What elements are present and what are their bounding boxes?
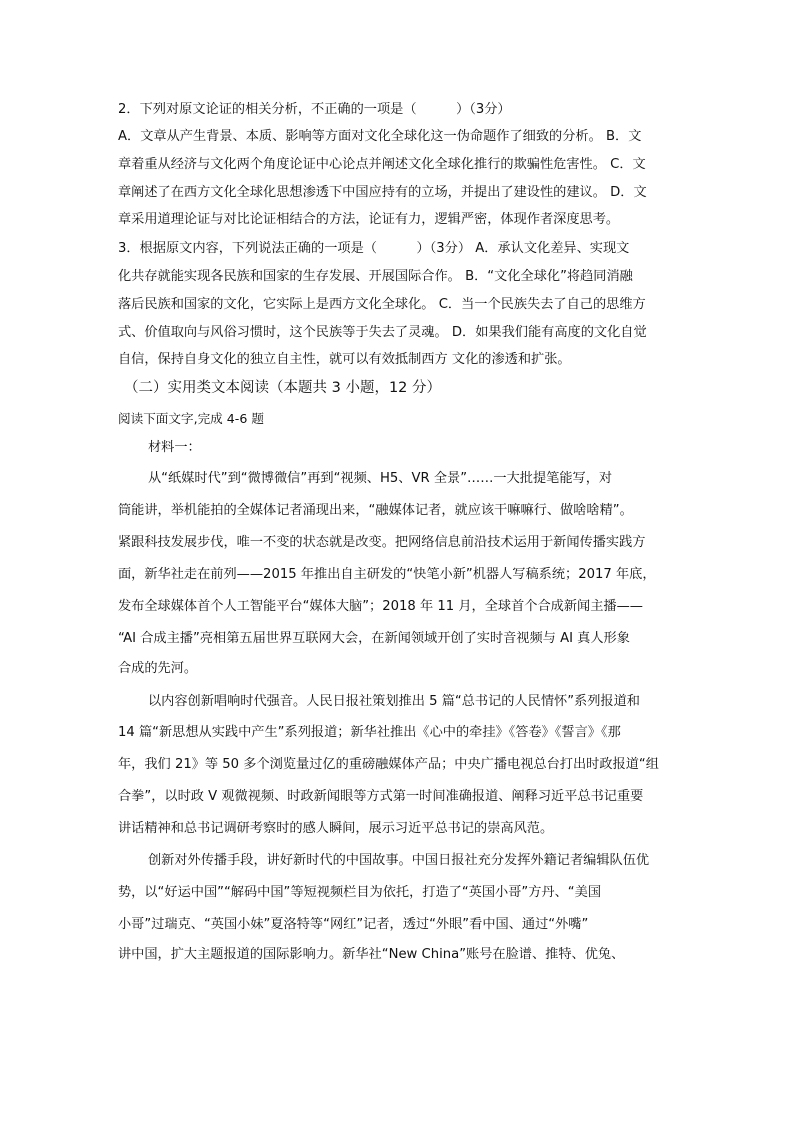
question-3-stem: 3．根据原文内容，下列说法正确的一项是（ ）（3分） A．承认文化差异、实现文 — [118, 241, 630, 256]
section-heading: （二）实用类文本阅读（本题共 3 小题，12 分） — [124, 380, 442, 396]
paragraph-line: 发布全球媒体首个人工智能平台“媒体大脑”；2018 年 11 月，全球首个合成新闻主播—— — [118, 599, 643, 614]
paragraph-line: 势，以“好运中国”“解码中国”等短视频栏目为依托，打造了“英国小哥”方丹、“美国 — [118, 885, 602, 900]
question-2-options-line: 章采用道理论证与对比论证相结合的方法，论证有力，逻辑严密，体现作者深度思考。 — [118, 212, 620, 227]
paragraph-line: 创新对外传播手段，讲好新时代的中国故事。中国日报社充分发挥外籍记者编辑队伍优 — [148, 853, 650, 868]
question-2-options-line: 章阐述了在西方文化全球化思想渗透下中国应持有的立场，并提出了建设性的建议。 D．文 — [118, 185, 647, 200]
paragraph-line: 14 篇“新思想从实践中产生”系列报道；新华社推出《心中的牵挂》《答卷》《誓言》《那 — [118, 725, 621, 740]
section-instruction: 阅读下面文字,完成 4-6 题 — [118, 411, 264, 426]
question-3-options-line: 自信，保持自身文化的独立自主性，就可以有效抵制西方 文化的渗透和扩张。 — [118, 352, 571, 367]
paragraph-line: 合拳”，以时政 V 观微视频、时政新闻眼等方式第一时间准确报道、阐释习近平总书记重要 — [118, 789, 644, 804]
material-label: 材料一： — [148, 440, 201, 455]
question-2-options-line: 章着重从经济与文化两个角度论证中心论点并阐述文化全球化推行的欺骗性危害性。 C．文 — [118, 157, 646, 172]
paragraph-line: 从“纸媒时代”到“微博微信”再到“视频、H5、VR 全景”……一大批提笔能写，对 — [148, 471, 613, 486]
paragraph-line: 讲中国，扩大主题报道的国际影响力。新华社“New China”账号在脸谱、推特、优兔、 — [118, 947, 625, 962]
paragraph-line: 以内容创新唱响时代强音。人民日报社策划推出 5 篇“总书记的人民情怀”系列报道和 — [148, 694, 640, 709]
paragraph-line: 合成的先河。 — [118, 661, 198, 676]
question-3-options-line: 落后民族和国家的文化，它实际上是西方文化全球化。 C．当一个民族失去了自己的思维方 — [118, 297, 646, 312]
question-2-options-line: A．文章从产生背景、本质、影响等方面对文化全球化这一伪命题作了细致的分析。 B．文 — [118, 129, 642, 144]
question-3-options-line: 式、价值取向与风俗习惯时，这个民族等于失去了灵魂。 D．如果我们能有高度的文化自觉 — [118, 325, 647, 340]
paragraph-line: 讲话精神和总书记调研考察时的感人瞬间，展示习近平总书记的崇高风范。 — [118, 821, 554, 836]
paragraph-line: 紧跟科技发展步伐，唯一不变的状态就是改变。把网络信息前沿技术运用于新闻传播实践方 — [118, 535, 646, 550]
paragraph-line: 小哥”过瑞克、“英国小妹”夏洛特等“网红”记者，透过“外眼”看中国、通过“外嘴” — [118, 917, 589, 932]
question-3-options-line: 化共存就能实现各民族和国家的生存发展、开展国际合作。 B．“文化全球化”将趋同消融 — [118, 269, 633, 284]
paragraph-line: 筒能讲，举机能拍的全媒体记者涌现出来，“融媒体记者，就应该干嘛嘛行、做啥啥精”。 — [118, 503, 633, 518]
paragraph-line: 年，我们 21》等 50 多个浏览量过亿的重磅融媒体产品；中央广播电视总台打出时政报道“组 — [118, 757, 659, 772]
question-2-stem: 2．下列对原文论证的相关分析，不正确的一项是（ ）（3分） — [118, 102, 511, 117]
paragraph-line: 面，新华社走在前列——2015 年推出自主研发的“快笔小新”机器人写稿系统；2017 年底， — [118, 567, 656, 582]
paragraph-line: “AI 合成主播”亮相第五届世界互联网大会，在新闻领域开创了实时音视频与 AI 真人形象 — [118, 631, 630, 646]
